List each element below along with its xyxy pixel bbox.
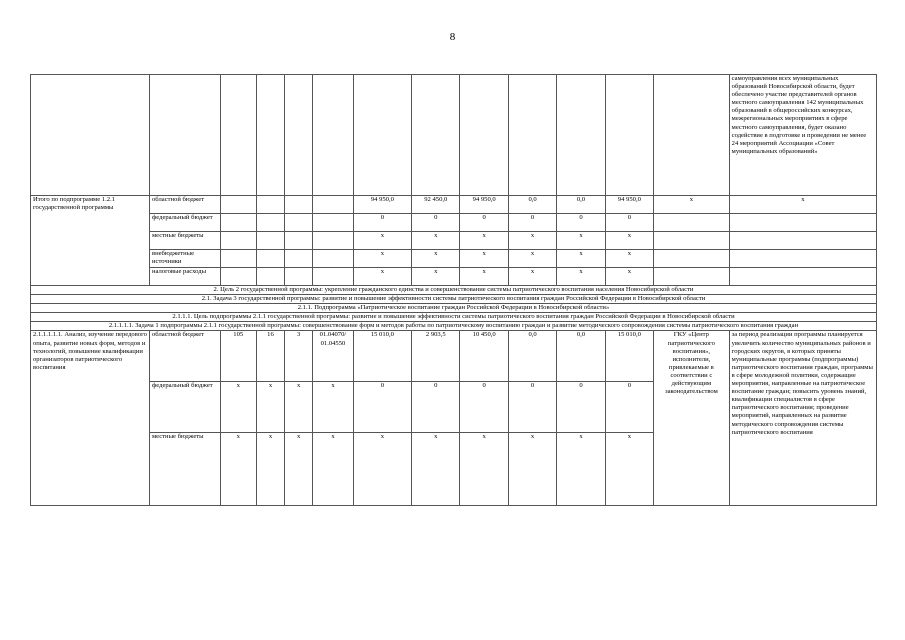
- code-cell: 01.04070/ 01.04550: [313, 331, 353, 382]
- total-row: [31, 232, 877, 250]
- continuation-row: [31, 75, 877, 196]
- value-cell: x: [508, 268, 556, 286]
- value-cell: x: [460, 250, 508, 268]
- value-cell: 92 450,0: [412, 196, 460, 214]
- code-cell: 3: [285, 331, 313, 382]
- value-cell: x: [508, 250, 556, 268]
- value-cell: 0: [460, 382, 508, 433]
- value-cell: 15 010,0: [353, 331, 411, 382]
- source-cell: областной бюджет: [149, 196, 220, 214]
- executor-cell: ГКУ «Центр патриотического воспитания», исполнители, привлекаемые в соответствии с действующим законодательством: [654, 331, 730, 506]
- activity-row: [31, 331, 877, 382]
- value-cell: 0,0: [508, 331, 556, 382]
- source-cell: областной бюджет: [149, 331, 220, 382]
- value-cell: x: [460, 433, 508, 506]
- value-cell: 0: [557, 382, 605, 433]
- code-cell: x: [256, 382, 284, 433]
- value-cell: 94 950,0: [460, 196, 508, 214]
- value-cell: 0: [353, 214, 411, 232]
- total-row: [31, 250, 877, 268]
- result-cell: x: [729, 196, 876, 214]
- code-cell: x: [285, 433, 313, 506]
- value-cell: 0: [605, 382, 653, 433]
- value-cell: 0: [508, 382, 556, 433]
- source-cell: федеральный бюджет: [149, 214, 220, 232]
- value-cell: 0: [412, 214, 460, 232]
- source-cell: местные бюджеты: [149, 232, 220, 250]
- code-cell: x: [313, 433, 353, 506]
- value-cell: 0: [508, 214, 556, 232]
- result-text-cont: самоуправления всех муниципальных образований Новосибирской области, будет обеспечено участие представителей органов местного самоуправления 142 муниципальных образований в общероссийских конкурсах, межрегиональных мероприятиях в сфере местного самоуправления, будет оказано содействие в подготовке и проведении не менее 24 мероприятий Ассоциации «Совет муниципальных образований»: [729, 75, 876, 196]
- value-cell: x: [353, 232, 411, 250]
- value-cell: x: [412, 268, 460, 286]
- value-cell: 0,0: [557, 196, 605, 214]
- code-cell: x: [313, 382, 353, 433]
- value-cell: x: [412, 433, 460, 506]
- value-cell: x: [605, 268, 653, 286]
- value-cell: 15 010,0: [605, 331, 653, 382]
- value-cell: x: [557, 433, 605, 506]
- source-cell: федеральный бюджет: [149, 382, 220, 433]
- value-cell: x: [605, 250, 653, 268]
- value-cell: x: [353, 250, 411, 268]
- code-cell: 105: [220, 331, 256, 382]
- value-cell: 0: [605, 214, 653, 232]
- value-cell: 10 450,0: [460, 331, 508, 382]
- task-heading: 2.1. Задача 3 государственной программы: развитие и повышение эффективности системы патриотического воспитания граждан Российской Федерации в Новосибирской области: [31, 295, 877, 304]
- executor-cell: x: [654, 196, 730, 214]
- value-cell: x: [353, 268, 411, 286]
- total-row: [31, 214, 877, 232]
- value-cell: 0: [557, 214, 605, 232]
- page-number: 8: [449, 31, 456, 43]
- code-cell: x: [285, 382, 313, 433]
- source-cell: налоговые расходы: [149, 268, 220, 286]
- value-cell: x: [353, 433, 411, 506]
- value-cell: x: [605, 232, 653, 250]
- value-cell: 94 950,0: [353, 196, 411, 214]
- value-cell: x: [412, 232, 460, 250]
- total-label: Итого по подпрограмме 1.2.1 государственной программы: [31, 196, 150, 286]
- total-row: [31, 268, 877, 286]
- code-cell: x: [256, 433, 284, 506]
- result-cell: за период реализации программы планируется увеличить количество муниципальных районов и городских округов, в которых приняты муниципальные программы (подпрограммы) патриотического воспитания граждан, программы в сфере молодежной политики, содержащие мероприятия, направленные на патриотическое воспитание граждан; повысить уровень знаний, квалификации специалистов в сфере патриотического воспитания; проведение мероприятий, направленных на развитие методического сопровождения системы патриотического воспитания: [729, 331, 876, 506]
- code-cell: x: [220, 433, 256, 506]
- value-cell: 94 950,0: [605, 196, 653, 214]
- value-cell: x: [412, 250, 460, 268]
- value-cell: 0,0: [508, 196, 556, 214]
- code-cell: x: [220, 382, 256, 433]
- source-cell: местные бюджеты: [149, 433, 220, 506]
- program-table: [30, 74, 877, 506]
- value-cell: x: [557, 232, 605, 250]
- code-cell: 16: [256, 331, 284, 382]
- source-cell: внебюджетные источники: [149, 250, 220, 268]
- subprogram-goal-heading: 2.1.1.1. Цель подпрограммы 2.1.1 государственной программы: развитие и повышение эффективности системы патриотического воспитания граждан Российской Федерации в Новосибирской области: [31, 313, 877, 322]
- value-cell: x: [460, 232, 508, 250]
- value-cell: x: [460, 268, 508, 286]
- value-cell: 0: [412, 382, 460, 433]
- subprogram-heading: 2.1.1. Подпрограмма «Патриотическое воспитание граждан Российской Федерации в Новосибирской области»: [31, 304, 877, 313]
- value-cell: x: [508, 433, 556, 506]
- value-cell: 0,0: [557, 331, 605, 382]
- value-cell: x: [557, 250, 605, 268]
- goal-heading: 2. Цель 2 государственной программы: укрепление гражданского единства и совершенствование системы патриотического воспитания населения Новосибирской области: [31, 286, 877, 295]
- value-cell: x: [605, 433, 653, 506]
- value-cell: 0: [460, 214, 508, 232]
- value-cell: 2 903,5: [412, 331, 460, 382]
- value-cell: x: [508, 232, 556, 250]
- subprogram-task-heading: 2.1.1.1.1. Задача 1 подпрограммы 2.1.1 государственной программы: совершенствование форм и методов работы по патриотическому воспитанию граждан и развитие методического сопровождения системы патриотического воспитания граждан: [31, 322, 877, 331]
- activity-name: 2.1.1.1.1.1. Анализ, изучение передового опыта, развитие новых форм, методов и технологий, повышение квалификации организаторов патриотического воспитания: [31, 331, 150, 506]
- total-row: [31, 196, 877, 214]
- value-cell: x: [557, 268, 605, 286]
- value-cell: 0: [353, 382, 411, 433]
